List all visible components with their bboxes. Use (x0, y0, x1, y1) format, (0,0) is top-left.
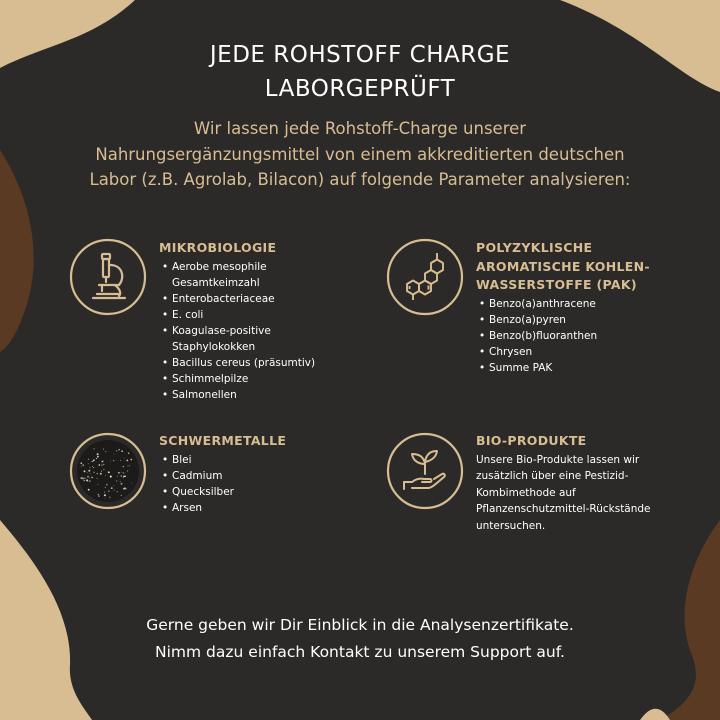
section-mikrobiologie (159, 239, 315, 403)
footer-line-2: Nimm dazu einfach Kontakt zu unserem Support auf. (155, 643, 565, 661)
list-item (476, 360, 650, 376)
list-item-text: • Enterobacteriaceae (172, 292, 275, 305)
section-pak (476, 239, 650, 376)
list-pak (476, 296, 650, 376)
list-item-text: • Arsen (172, 501, 203, 514)
particle-dot (80, 477, 82, 479)
list-item-text: • Summe PAK (489, 361, 553, 374)
particle-dot (93, 467, 94, 468)
section-bio-produkte (476, 432, 651, 534)
list-item (476, 344, 650, 360)
intro-text (70, 116, 650, 193)
list-mikrobiologie (159, 259, 315, 403)
particle-dot (97, 456, 99, 458)
list-item (159, 387, 315, 403)
list-item (159, 468, 286, 484)
bio-description-line: Unsere Bio-Produkte lassen wir (476, 453, 640, 466)
particle-dot (105, 451, 106, 452)
intro-line-2: Nahrungsergänzungsmittel von einem akkreditierten deutschen (95, 144, 625, 164)
section-title-pak (476, 239, 650, 295)
particle-dot (114, 485, 115, 486)
list-item (159, 371, 315, 387)
section-title-line: AROMATISCHE KOHLEN- (476, 258, 650, 274)
particle-dot (116, 450, 118, 452)
particle-dot (91, 477, 93, 479)
particle-dot (117, 491, 118, 492)
list-item-text: • Aerobe mesophile (172, 260, 267, 273)
particle-dot (108, 471, 110, 473)
particle-dot (114, 490, 115, 491)
particle-dot (94, 459, 95, 460)
bio-description-line: zusätzlich über eine Pestizid- (476, 470, 629, 482)
particle-dot (121, 450, 123, 452)
particle-dot (118, 449, 120, 451)
particle-dot (103, 464, 104, 465)
list-item-text: • Benzo(b)fluoranthen (489, 329, 598, 342)
list-item-text: • Cadmium (172, 469, 223, 482)
particle-dot (92, 461, 93, 462)
particle-dot (88, 470, 90, 472)
particle-dot (130, 459, 132, 461)
particle-dot (105, 498, 106, 499)
particle-dot (100, 473, 102, 475)
particle-dot (80, 462, 82, 464)
particle-dot (129, 465, 130, 466)
bio-description-line: untersuchen. (476, 519, 546, 532)
section-schwermetalle (159, 432, 286, 516)
section-title-line: WASSERSTOFFE (PAK) (476, 277, 637, 292)
intro-line-1: Wir lassen jede Rohstoff-Charge unserer (193, 119, 527, 138)
list-item-text: • Benzo(a)pyren (489, 313, 566, 326)
particle-dot (88, 489, 90, 491)
list-schwermetalle (159, 452, 286, 516)
section-title-line: POLYZYKLISCHE (476, 240, 593, 255)
particle-dot (103, 469, 104, 470)
particle-dot (101, 465, 102, 466)
particle-dot (123, 476, 124, 477)
bio-description-line: Kombimethode auf (476, 486, 576, 499)
particle-dot (88, 458, 89, 459)
particle-dot (110, 461, 111, 462)
particle-dot (84, 478, 85, 479)
particle-dot (104, 494, 106, 496)
footer-text (60, 612, 660, 666)
particle-dot (123, 472, 125, 474)
particle-dot (105, 475, 106, 476)
particle-dot (118, 472, 120, 474)
particle-dot (120, 460, 121, 461)
particle-dot (90, 473, 91, 474)
title-line-1: JEDE ROHSTOFF CHARGE (209, 42, 511, 68)
list-item (159, 452, 286, 468)
particle-dot (105, 487, 106, 488)
particle-dot (127, 470, 128, 471)
particle-dot (93, 472, 94, 473)
particle-dot (126, 459, 128, 461)
particle-dot (94, 448, 95, 449)
particle-dot (96, 473, 97, 474)
list-item-text: • Benzo(a)anthracene (489, 297, 596, 310)
particle-dot (98, 464, 100, 466)
particle-dot (84, 470, 86, 472)
particle-dot (106, 484, 108, 486)
particle-dot (87, 476, 89, 478)
particle-dot (116, 480, 117, 481)
list-item (159, 259, 315, 291)
section-title-mikrobiologie: MIKROBIOLOGIE (159, 240, 277, 255)
list-item-text: • Salmonellen (172, 388, 237, 401)
title-line-2: LABORGEPRÜFT (264, 76, 456, 102)
particle-dot (103, 449, 104, 450)
particle-dot (87, 472, 88, 473)
particle-dot (90, 467, 91, 468)
particle-dot (123, 477, 124, 478)
particle-dot (131, 483, 132, 484)
particle-dot (113, 460, 114, 461)
particle-dot (111, 487, 113, 489)
list-item-text: • Blei (172, 453, 192, 466)
list-item (159, 307, 315, 323)
particle-dot (98, 494, 99, 495)
particle-dot (110, 475, 111, 476)
particle-dot (128, 453, 129, 454)
particle-dot (92, 466, 93, 467)
particle-dot (117, 476, 118, 477)
list-item-text: • Chrysen (489, 345, 533, 358)
particle-dot (101, 471, 102, 472)
particle-dot (121, 475, 122, 476)
intro-line-3: Labor (z.B. Agrolab, Bilacon) auf folgende Parameter analysieren: (89, 170, 631, 189)
footer-line-1: Gerne geben wir Dir Einblick in die Analysenzertifikate. (146, 616, 574, 634)
list-item-text: • Schimmelpilze (172, 372, 249, 385)
molecule-icon (386, 238, 464, 316)
particle-dot (123, 488, 125, 490)
list-item (159, 291, 315, 307)
list-item-text: • Koagulase-positive (172, 324, 271, 337)
list-item (476, 312, 650, 328)
particle-dot (88, 463, 89, 464)
metal-particles-icon (69, 432, 147, 510)
particle-dot (97, 453, 99, 455)
particle-dot (83, 478, 84, 479)
particle-dot (81, 466, 82, 467)
particle-dot (108, 490, 110, 492)
list-item (159, 484, 286, 500)
particle-dot (109, 497, 110, 498)
list-item (159, 500, 286, 516)
particle-dot (101, 461, 103, 463)
particle-dot (120, 483, 122, 485)
particle-dot (86, 479, 88, 481)
particle-dot (127, 466, 128, 467)
microscope-icon (69, 238, 147, 316)
particle-dot (121, 495, 122, 496)
list-item-text: Gesamtkeimzahl (172, 276, 260, 289)
particle-dot (120, 481, 121, 482)
particle-dot (124, 458, 125, 459)
particle-dot (96, 478, 97, 479)
particle-dot (84, 480, 85, 481)
list-item (476, 328, 650, 344)
particle-dot (113, 454, 114, 455)
particle-dot (89, 478, 90, 479)
page-title (60, 38, 660, 106)
particle-dot (82, 464, 84, 466)
particle-dot (96, 458, 97, 459)
list-item (159, 355, 315, 371)
list-item-text: • Bacillus cereus (präsumtiv) (172, 356, 316, 369)
list-item (476, 296, 650, 312)
particle-dot (123, 466, 124, 467)
particle-dot (98, 484, 99, 485)
section-title-schwermetalle: SCHWERMETALLE (159, 433, 287, 448)
bio-description-line: Pflanzenschutzmittel-Rückstände (476, 503, 651, 515)
particle-dot (89, 480, 91, 482)
particle-dot (121, 472, 122, 473)
particle-dot (104, 492, 105, 493)
list-item-text: Staphylokokken (172, 340, 256, 353)
hand-sprout-icon (386, 432, 464, 510)
list-item-text: • Quecksilber (172, 485, 234, 498)
section-title-bio-produkte: BIO-PRODUKTE (476, 433, 587, 448)
particle-dot (98, 495, 100, 497)
bio-description (476, 452, 651, 535)
list-item (159, 323, 315, 355)
particle-dot (92, 461, 93, 462)
list-item-text: • E. coli (172, 308, 204, 321)
